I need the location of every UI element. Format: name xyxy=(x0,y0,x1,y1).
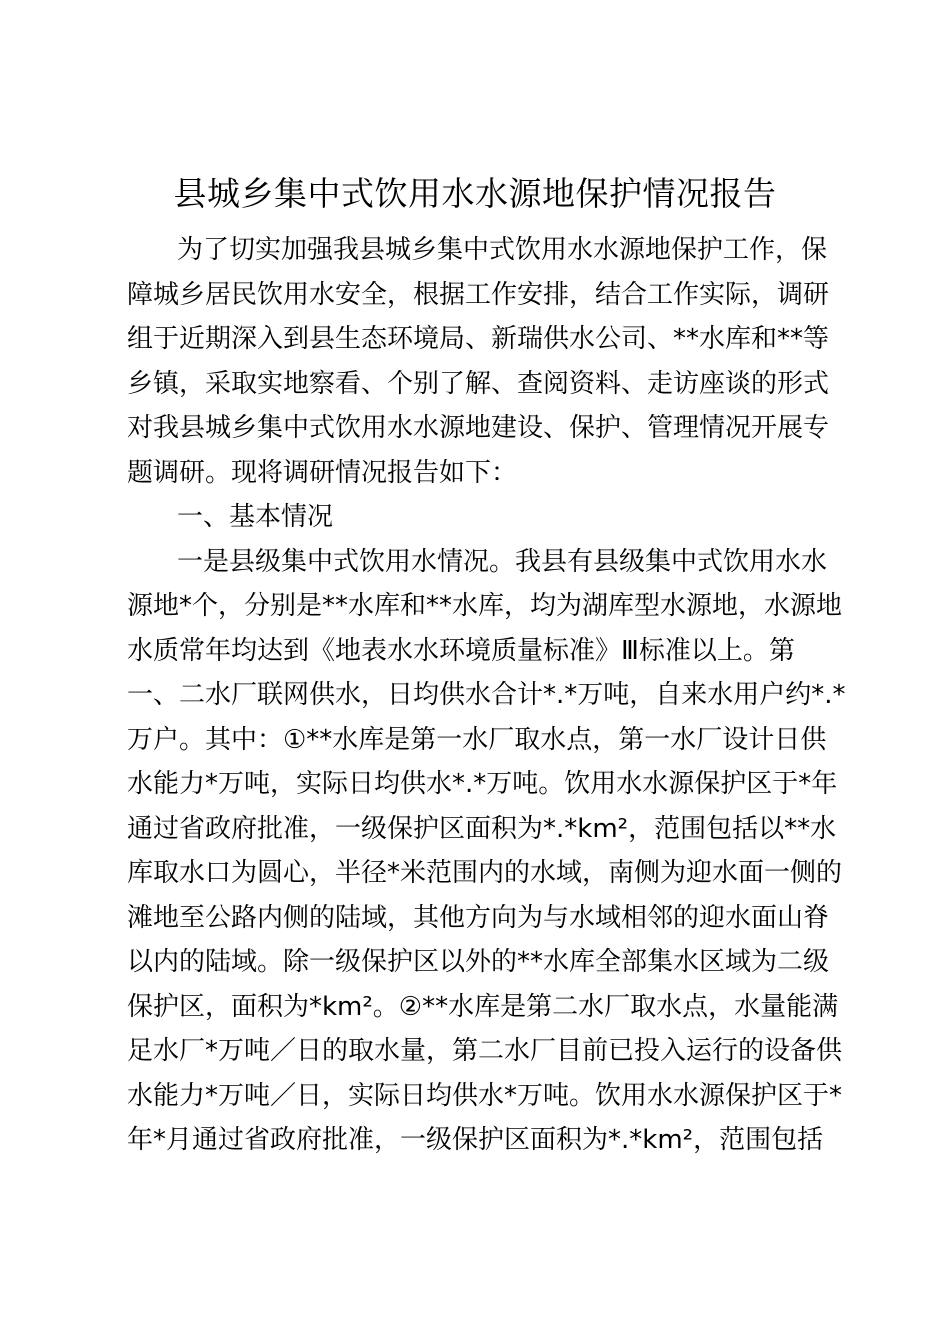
paragraph-line: 对我县城乡集中式饮用水水源地建设、保护、管理情况开展专 xyxy=(127,413,830,443)
paragraph-line: 一、二水厂联网供水，日均供水合计*.*万吨，自来水用户约*.* xyxy=(127,680,846,710)
paragraph-line: 题调研。现将调研情况报告如下： xyxy=(127,457,518,488)
paragraph-line: 以内的陆域。除一级保护区以外的**水库全部集水区域为二级 xyxy=(127,947,830,977)
paragraph-line: 万户。其中：①**水库是第一水厂取水点，第一水厂设计日供 xyxy=(127,724,827,755)
section-heading: 一、基本情况 xyxy=(177,502,334,532)
paragraph-line: 一是县级集中式饮用水情况。我县有县级集中式饮用水水 xyxy=(177,546,828,577)
paragraph-line: 组于近期深入到县生态环境局、新瑞供水公司、**水库和**等 xyxy=(127,324,830,354)
paragraph-line: 乡镇，采取实地察看、个别了解、查阅资料、走访座谈的形式 xyxy=(127,368,830,399)
paragraph-line: 库取水口为圆心，半径*米范围内的水域，南侧为迎水面一侧的 xyxy=(127,858,843,888)
document-title: 县城乡集中式饮用水水源地保护情况报告 xyxy=(173,174,777,213)
paragraph-line: 障城乡居民饮用水安全，根据工作安排，结合工作实际，调研 xyxy=(127,279,830,310)
document-body xyxy=(127,228,847,1163)
paragraph-line: 通过省政府批准，一级保护区面积为*.*km²，范围包括以**水 xyxy=(127,813,837,844)
paragraph-line: 滩地至公路内侧的陆域，其他方向为与水域相邻的迎水面山脊 xyxy=(127,902,830,933)
paragraph-line: 为了切实加强我县城乡集中式饮用水水源地保护工作，保 xyxy=(177,235,828,265)
paragraph-line: 足水厂*万吨／日的取水量，第二水厂目前已投入运行的设备供 xyxy=(127,1036,843,1066)
paragraph-line: 水能力*万吨，实际日均供水*.*万吨。饮用水水源保护区于*年 xyxy=(127,769,838,799)
paragraph-line: 水质常年均达到《地表水水环境质量标准》Ⅲ标准以上。第 xyxy=(127,635,795,666)
paragraph-line: 年*月通过省政府批准，一级保护区面积为*.*km²，范围包括 xyxy=(127,1125,824,1155)
paragraph-line: 源地*个，分别是**水库和**水库，均为湖库型水源地，水源地 xyxy=(127,591,843,621)
paragraph-line: 保护区，面积为*km²。②**水库是第二水厂取水点，水量能满 xyxy=(127,991,839,1022)
paragraph-line: 水能力*万吨／日，实际日均供水*万吨。饮用水水源保护区于* xyxy=(127,1080,843,1111)
